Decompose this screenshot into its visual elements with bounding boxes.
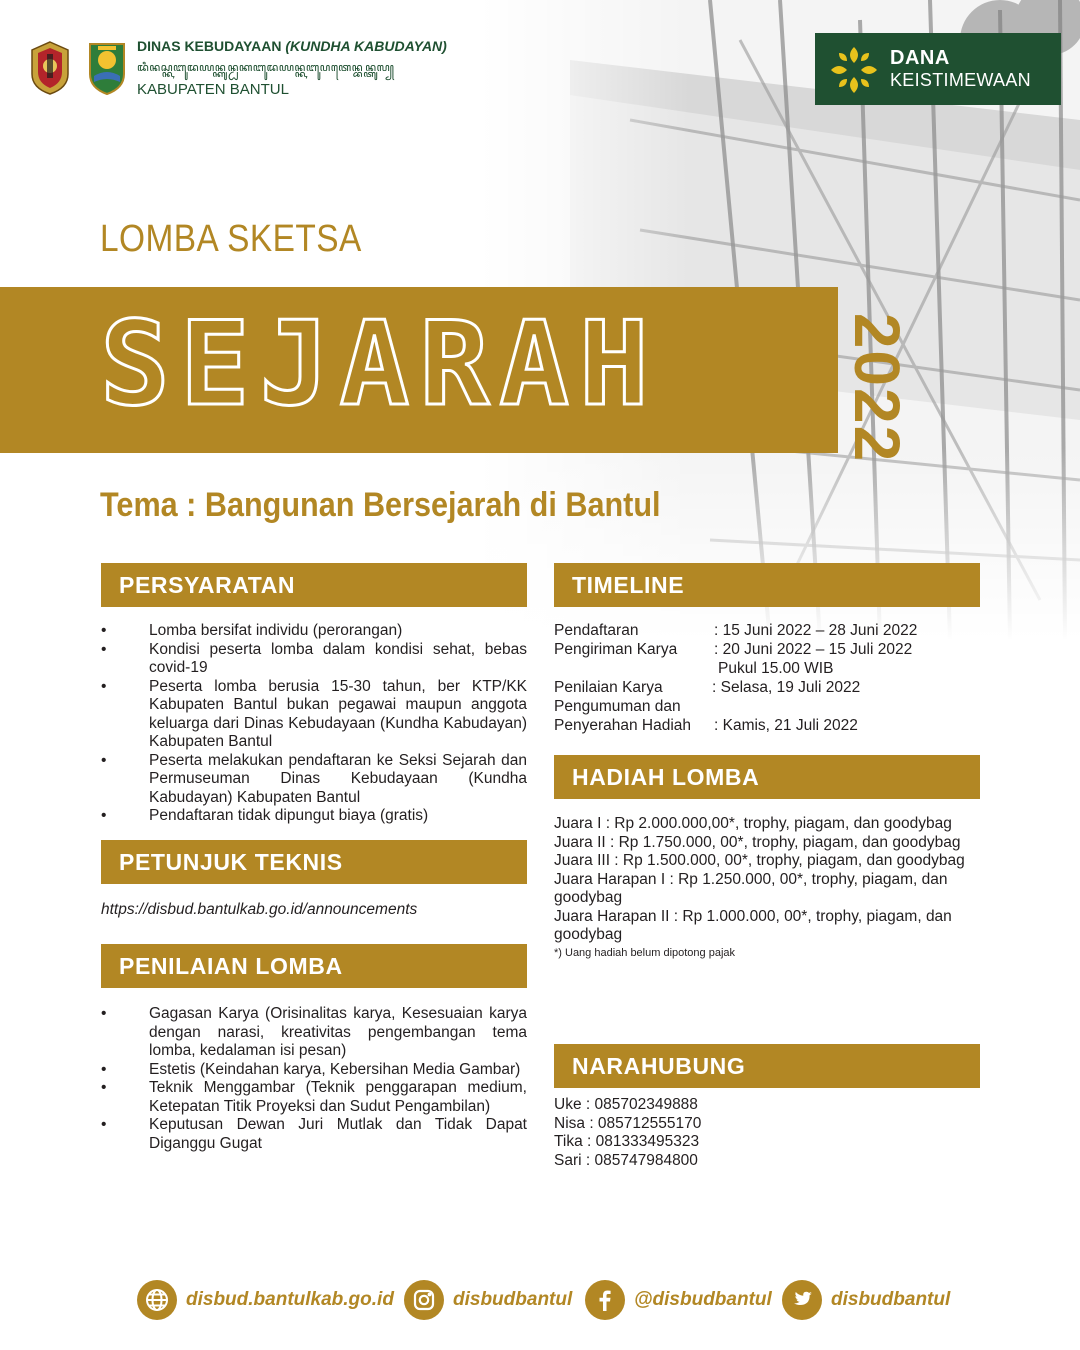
dana-title: DANA — [890, 47, 950, 69]
contact-list — [554, 1096, 980, 1170]
org-sub-text: (KUNDHA KABUDAYAN) — [285, 38, 447, 54]
list-item: • Keputusan Dewan Juri Mutlak dan Tidak Dapat Diganggu Gugat — [101, 1116, 527, 1152]
list-item: • Estetis (Keindahan karya, Kebersihan Media Gambar) — [101, 1060, 521, 1078]
theme-text: Tema : Bangunan Bersejarah di Bantul — [100, 486, 661, 524]
instagram-link[interactable] — [404, 1280, 572, 1320]
social-footer — [0, 1280, 1080, 1322]
penilaian-list — [101, 1005, 527, 1153]
organization-name — [137, 38, 447, 54]
petunjuk-header — [101, 840, 527, 884]
timeline-row: Penyerahan Hadiah : Kamis, 21 Juli 2022 — [554, 717, 858, 734]
website-link[interactable] — [137, 1280, 394, 1320]
timeline-row: Pukul 15.00 WIB — [718, 660, 834, 677]
narahubung-heading: NARAHUBUNG — [572, 1053, 746, 1079]
list-item: • Kondisi peserta lomba dalam kondisi sehat, bebas covid-19 — [101, 640, 527, 676]
competition-title: LOMBA SKETSA — [100, 218, 362, 260]
timeline-heading: TIMELINE — [572, 572, 685, 598]
org-javanese-script: ꦢꦶꦤꦱ꧀ꦏꦧꦸꦢꦪꦤ꧀ꦏꦸꦤ꧀ꦝꦏꦧꦸꦢꦪꦤ꧀ꦏꦧꦸꦥꦠꦺꦤ꧀ꦧꦤ꧀ꦠꦸꦭ꧀ — [137, 61, 395, 74]
title-banner — [0, 287, 838, 453]
dana-keistimewaan-logo-icon — [829, 45, 879, 95]
timeline-header — [554, 563, 980, 607]
list-item: • Peserta lomba berusia 15-30 tahun, ber KTP/KK Kabupaten Bantul bukan pegawai maupun anggota keluarga dari Dinas Kebudayaan (Kundha Kabudayan) Kabupaten Bantul — [101, 677, 527, 750]
org-name-text: DINAS KEBUDAYAAN — [137, 38, 282, 54]
twitter-icon — [782, 1280, 822, 1320]
petunjuk-heading: PETUNJUK TEKNIS — [119, 849, 343, 875]
narahubung-header — [554, 1044, 980, 1088]
petunjuk-link[interactable]: https://disbud.bantulkab.go.id/announcements — [101, 901, 418, 918]
timeline-row: Pengiriman Karya : 20 Juni 2022 – 15 Juli 2022 — [554, 641, 913, 658]
list-item: • Teknik Menggambar (Teknik penggarapan medium, Ketepatan Titik Proyeksi dan Sudut Pengambilan) — [101, 1079, 527, 1115]
penilaian-header — [101, 944, 527, 988]
globe-icon — [137, 1280, 177, 1320]
timeline-row: Penilaian Karya : Selasa, 19 Juli 2022 — [554, 679, 861, 696]
dana-keistimewaan-badge — [815, 33, 1061, 105]
prize-item: Juara III : Rp 1.500.000, 00*, trophy, piagam, dan goodybag — [554, 852, 965, 869]
bantul-regency-emblem-logo — [84, 40, 130, 96]
instagram-text: disbudbantul — [453, 1289, 573, 1310]
list-item: • Peserta melakukan pendaftaran ke Seksi Sejarah dan Permuseuman Dinas Kebudayaan (Kundha Kabudayan) Kabupaten Bantul — [101, 751, 527, 806]
hadiah-heading: HADIAH LOMBA — [572, 764, 760, 790]
hadiah-list — [554, 815, 980, 959]
persyaratan-header — [101, 563, 527, 607]
prize-note: *) Uang hadiah belum dipotong pajak — [554, 946, 736, 959]
list-item: • Gagasan Karya (Orisinalitas karya, Kesesuaian karya dengan narasi, kreativitas pengembangan tema lomba, kedalaman isi pesan) — [101, 1005, 527, 1059]
contact-item: Uke : 085702349888 — [554, 1096, 698, 1113]
website-text: disbud.bantulkab.go.id — [186, 1289, 394, 1310]
facebook-icon — [585, 1280, 625, 1320]
contact-item: Nisa : 085712555170 — [554, 1114, 702, 1132]
facebook-link[interactable] — [585, 1280, 772, 1320]
timeline-row: Pengumuman dan — [554, 698, 681, 715]
prize-item: Juara I : Rp 2.000.000,00*, trophy, piagam, dan goodybag — [554, 815, 952, 832]
persyaratan-heading: PERSYARATAN — [119, 572, 296, 598]
penilaian-heading: PENILAIAN LOMBA — [119, 953, 343, 979]
org-region: KABUPATEN BANTUL — [137, 81, 289, 98]
prize-item: Juara Harapan II : Rp 1.000.000, 00*, trophy, piagam, dan goodybag — [554, 907, 952, 943]
timeline-table — [554, 622, 980, 736]
contact-item: Tika : 081333495323 — [554, 1133, 700, 1150]
hadiah-header — [554, 755, 980, 799]
list-item: • Pendaftaran tidak dipungut biaya (gratis) — [101, 807, 429, 824]
year-label: 2022 — [841, 312, 913, 464]
contact-item: Sari : 085747984800 — [554, 1151, 698, 1169]
facebook-text: @disbudbantul — [634, 1289, 772, 1310]
twitter-link[interactable] — [782, 1280, 950, 1320]
timeline-row: Pendaftaran : 15 Juni 2022 – 28 Juni 2022 — [554, 622, 918, 639]
instagram-icon — [404, 1280, 444, 1320]
prize-item: Juara II : Rp 1.750.000, 00*, trophy, piagam, dan goodybag — [554, 833, 961, 851]
main-title: SEJARAH — [100, 297, 659, 432]
prize-item: Juara Harapan I : Rp 1.250.000, 00*, trophy, piagam, dan goodybag — [554, 870, 948, 906]
list-item: • Lomba bersifat individu (perorangan) — [101, 622, 403, 639]
dana-subtitle: KEISTIMEWAAN — [890, 70, 1031, 90]
yogyakarta-emblem-logo — [28, 40, 72, 96]
persyaratan-list — [101, 622, 527, 826]
twitter-text: disbudbantul — [831, 1289, 951, 1310]
